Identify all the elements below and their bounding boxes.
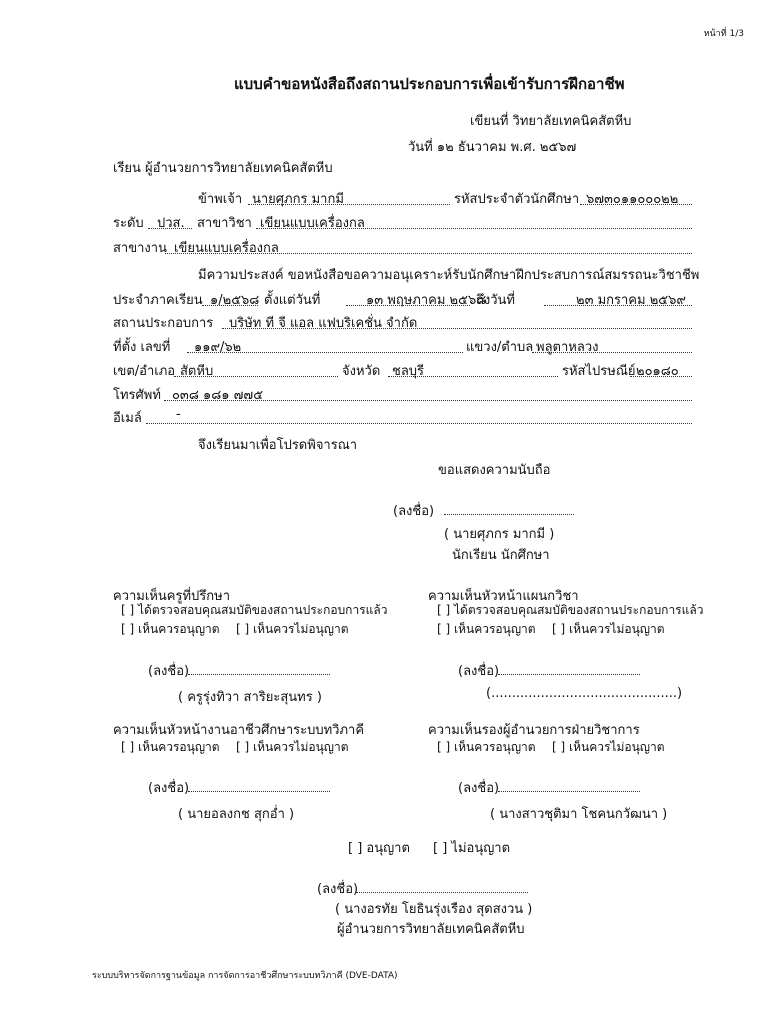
applicant-name: นายศุภกร มากมี xyxy=(252,192,344,207)
closing-text: จึงเรียนมาเพื่อโปรดพิจารณา xyxy=(198,438,358,453)
address-no-label: ที่ตั้ง เลขที่ xyxy=(113,340,171,355)
term-label: ประจำภาคเรียน xyxy=(113,293,203,308)
final-check-deny[interactable]: [ ] ไม่อนุญาต xyxy=(433,841,511,856)
advisor-check-deny[interactable]: [ ] เห็นควรไม่อนุญาต xyxy=(236,622,349,636)
dept-head-check-approve[interactable]: [ ] เห็นควรอนุญาต xyxy=(437,622,536,636)
field-value: เขียนแบบเครื่องกล xyxy=(174,241,279,256)
purpose-text: มีความประสงค์ ขอหนังสือขอความอนุเคราะห์รับนักศึกษาฝึกประสบการณ์สมรรถนะวิชาชีพ xyxy=(198,268,700,283)
applicant-sign-label: (ลงชื่อ) xyxy=(393,504,435,519)
from-label: ตั้งแต่วันที่ xyxy=(264,293,321,308)
applicant-role: นักเรียน นักศึกษา xyxy=(452,548,550,563)
deputy-heading: ความเห็นรองผู้อำนวยการฝ่ายวิชาการ xyxy=(428,723,640,738)
level-value: ปวส. xyxy=(157,216,185,231)
to-date: ๒๓ มกราคม ๒๕๖๙ xyxy=(576,293,686,308)
dept-head-check-verified[interactable]: [ ] ได้ตรวจสอบคุณสมบัติของสถานประกอบการแล้ว xyxy=(437,603,704,617)
dve-head-sign-label: (ลงชื่อ) xyxy=(148,781,190,796)
postal-value: ๒๐๑๘๐ xyxy=(636,364,679,379)
dve-head-check-deny[interactable]: [ ] เห็นควรไม่อนุญาต xyxy=(236,740,349,754)
dve-head-sign-line xyxy=(188,791,330,792)
page-title: แบบคำขอหนังสือถึงสถานประกอบการเพื่อเข้ารับการฝึกอาชีพ xyxy=(234,75,625,93)
advisor-sign-label: (ลงชื่อ) xyxy=(148,664,190,679)
subdistrict-value: พลูตาหลวง xyxy=(536,340,599,355)
level-label: ระดับ xyxy=(113,216,144,231)
student-id-label: รหัสประจำตัวนักศึกษา xyxy=(454,192,580,207)
dept-head-sign-line xyxy=(498,674,640,675)
deputy-check-approve[interactable]: [ ] เห็นควรอนุญาต xyxy=(437,740,536,754)
field-label: สาขางาน xyxy=(113,241,167,256)
from-date: ๑๓ พฤษภาคม ๒๕๖๘ xyxy=(366,293,487,308)
postal-label: รหัสไปรษณีย์ xyxy=(562,364,636,379)
director-sign-label: (ลงชื่อ) xyxy=(317,882,359,897)
deputy-check-deny[interactable]: [ ] เห็นควรไม่อนุญาต xyxy=(552,740,665,754)
email-label: อีเมล์ xyxy=(113,411,142,426)
director-name: ( นางอรทัย โยธินรุ่งเรือง สุดสงวน ) xyxy=(335,902,533,917)
advisor-check-verified[interactable]: [ ] ได้ตรวจสอบคุณสมบัติของสถานประกอบการแล้ว xyxy=(121,603,388,617)
major-label: สาขาวิชา xyxy=(197,216,252,231)
term-value: ๑/๒๕๖๘ xyxy=(210,293,260,308)
letter-date: วันที่ ๑๒ ธันวาคม พ.ศ. ๒๕๖๗ xyxy=(408,140,577,155)
subdistrict-label: แขวง/ตำบล xyxy=(466,340,534,355)
phone-value: ๐๓๘ ๑๘๑ ๗๗๕ xyxy=(172,388,264,403)
dept-head-check-deny[interactable]: [ ] เห็นควรไม่อนุญาต xyxy=(552,622,665,636)
province-value: ชลบุรี xyxy=(392,364,425,379)
company-value: บริษัท ที จี แอล แฟบริเคชั่น จำกัด xyxy=(229,316,418,331)
final-check-approve[interactable]: [ ] อนุญาต xyxy=(348,841,410,856)
applicant-sign-name: ( นายศุภกร มากมี ) xyxy=(444,527,555,542)
email-line xyxy=(146,423,692,424)
advisor-name: ( ครูรุ่งทิวา สาริยะสุนทร ) xyxy=(178,690,322,705)
address-no: ๑๑๙/๖๒ xyxy=(194,340,242,355)
director-position: ผู้อำนวยการวิทยาลัยเทคนิคสัตหีบ xyxy=(337,922,525,937)
deputy-name: ( นางสาวชุติมา โชคนกวัฒนา ) xyxy=(490,807,668,822)
deputy-sign-label: (ลงชื่อ) xyxy=(458,781,500,796)
district-value: สัตหีบ xyxy=(180,364,214,379)
dve-head-name: ( นายอลงกช สุกอ่ำ ) xyxy=(178,807,295,822)
province-label: จังหวัด xyxy=(342,364,381,379)
student-id: ๖๗๓๐๑๑๐๐๐๒๒ xyxy=(586,192,679,207)
dept-head-name: (.............................................) xyxy=(486,686,683,701)
company-label: สถานประกอบการ xyxy=(113,316,214,331)
dept-head-sign-label: (ลงชื่อ) xyxy=(458,664,500,679)
major-value: เขียนแบบเครื่องกล xyxy=(260,216,365,231)
applicant-label: ข้าพเจ้า xyxy=(198,192,243,207)
applicant-sign-line xyxy=(444,514,574,515)
salutation: เรียน ผู้อำนวยการวิทยาลัยเทคนิคสัตหีบ xyxy=(113,161,333,176)
footer-system-name: ระบบบริหารจัดการฐานข้อมูล การจัดการอาชีวศึกษาระบบทวิภาคี (DVE-DATA) xyxy=(92,971,398,981)
dept-head-heading: ความเห็นหัวหน้าแผนกวิชา xyxy=(428,589,579,604)
deputy-sign-line xyxy=(498,791,640,792)
advisor-heading: ความเห็นครูที่ปรึกษา xyxy=(113,589,230,604)
dve-head-check-approve[interactable]: [ ] เห็นควรอนุญาต xyxy=(121,740,220,754)
director-sign-line xyxy=(356,892,528,893)
dve-head-heading: ความเห็นหัวหน้างานอาชีวศึกษาระบบทวิภาคี xyxy=(113,723,365,738)
district-label: เขต/อำเภอ xyxy=(113,364,176,379)
regards-text: ขอแสดงความนับถือ xyxy=(438,463,551,478)
email-value: - xyxy=(176,407,181,422)
page-number: หน้าที่ 1/3 xyxy=(703,29,744,39)
advisor-sign-line xyxy=(188,674,330,675)
written-at: เขียนที่ วิทยาลัยเทคนิคสัตหีบ xyxy=(470,114,632,129)
phone-label: โทรศัพท์ xyxy=(113,388,161,403)
advisor-check-approve[interactable]: [ ] เห็นควรอนุญาต xyxy=(121,622,220,636)
to-label: ถึงวันที่ xyxy=(476,293,515,308)
